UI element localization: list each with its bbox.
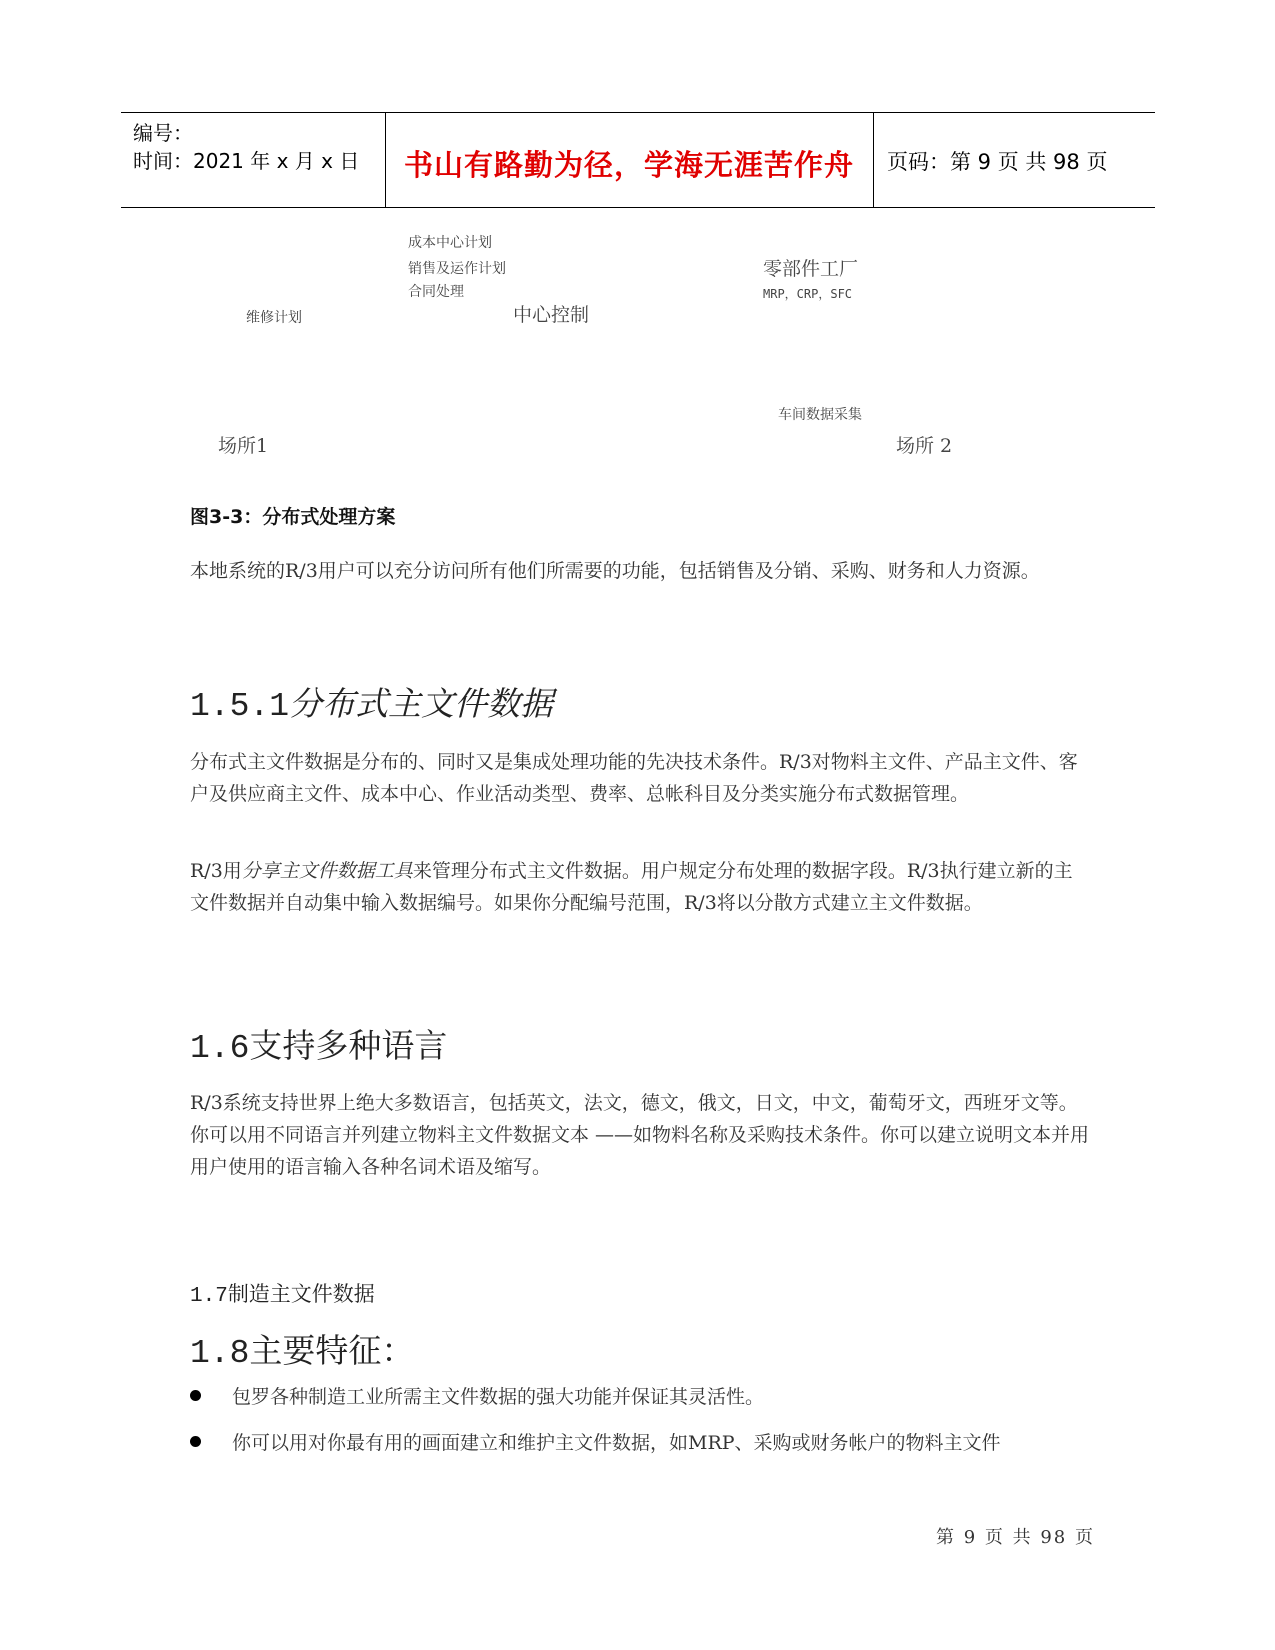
section-title: 分布式主文件数据 <box>289 684 554 723</box>
diagram-label-contract-processing: 合同处理 <box>408 284 464 300</box>
section-title: 制造主文件数据 <box>227 1282 375 1306</box>
paragraph-text: R/3用 <box>190 860 242 882</box>
section-number: 1.7 <box>190 1285 228 1308</box>
section-heading-1-6 <box>190 1020 447 1067</box>
paragraph-local-system: 本地系统的R/3用户可以充分访问所有他们所需要的功能，包括销售及分销、采购、财务和人力资源。 <box>190 560 1040 582</box>
paragraph-emphasis: 分享主文件数据工具 <box>241 860 413 882</box>
section-number: 1.8 <box>190 1335 250 1372</box>
diagram-label-central-control: 中心控制 <box>513 304 590 326</box>
section-heading-1-5-1 <box>190 678 553 725</box>
diagram-label-cost-center-plan: 成本中心计划 <box>408 235 492 251</box>
diagram-label-shop-data-collection: 车间数据采集 <box>778 407 862 423</box>
paragraph-multi-language: R/3系统支持世界上绝大多数语言，包括英文，法文，德文，俄文，日文，中文，葡萄牙文，西班牙文等。你可以用不同语言并列建立物料主文件数据文本 ——如物料名称及采购技术条件。你可以建立说明文本并用用户使用的语言输入各种名词术语及缩写。 <box>190 1092 1090 1178</box>
section-heading-1-8 <box>190 1325 414 1372</box>
list-item-text: 包罗各种制造工业所需主文件数据的强大功能并保证其灵活性。 <box>232 1386 765 1408</box>
bullet-icon <box>190 1390 201 1401</box>
page-footer: 第 9 页 共 98 页 <box>936 1527 1095 1548</box>
section-number: 1.5.1 <box>190 688 290 725</box>
section-title: 支持多种语言 <box>249 1026 448 1065</box>
section-number: 1.6 <box>190 1030 250 1067</box>
diagram-label-parts-factory: 零部件工厂 <box>763 258 859 280</box>
list-item-text: 你可以用对你最有用的画面建立和维护主文件数据，如MRP、采购或财务帐户的物料主文件 <box>232 1432 1001 1454</box>
diagram-label-site2: 场所 2 <box>896 435 953 457</box>
figure-caption: 图3-3：分布式处理方案 <box>190 506 396 528</box>
paragraph-text: 来管理分布式主文件数据。用户规定分布处理的数据字段。R/3执行建立新的主文件数据并自动集中输入数据编号。如果你分配编号范围，R/3将以分散方式建立主文件数据。 <box>190 860 1073 914</box>
diagram-label-site1: 场所1 <box>218 435 269 457</box>
paragraph-sharing-tool <box>190 855 1090 919</box>
paragraph-distributed-master-data: 分布式主文件数据是分布的、同时又是集成处理功能的先决技术条件。R/3对物料主文件、产品主文件、客户及供应商主文件、成本中心、作业活动类型、费率、总帐科目及分类实施分布式数据管理。 <box>190 751 1078 805</box>
section-heading-1-7 <box>190 1278 375 1308</box>
header-divider <box>873 113 874 207</box>
header-motto: 书山有路勤为径，学海无涯苦作舟 <box>403 148 854 182</box>
diagram-label-mrp-crp-sfc: MRP，CRP，SFC <box>763 287 853 301</box>
section-title: 主要特征： <box>249 1331 415 1370</box>
bullet-icon <box>190 1436 201 1447</box>
header-page-label: 页码：第 9 页 共 98 页 <box>887 150 1108 174</box>
header-code-label: 编号： <box>133 121 193 145</box>
header-time-label: 时间：2021 年 x 月 x 日 <box>133 149 360 173</box>
diagram-label-sales-ops-plan: 销售及运作计划 <box>408 261 506 277</box>
diagram-label-maintenance-plan: 维修计划 <box>246 310 302 326</box>
page-header <box>121 112 1155 208</box>
